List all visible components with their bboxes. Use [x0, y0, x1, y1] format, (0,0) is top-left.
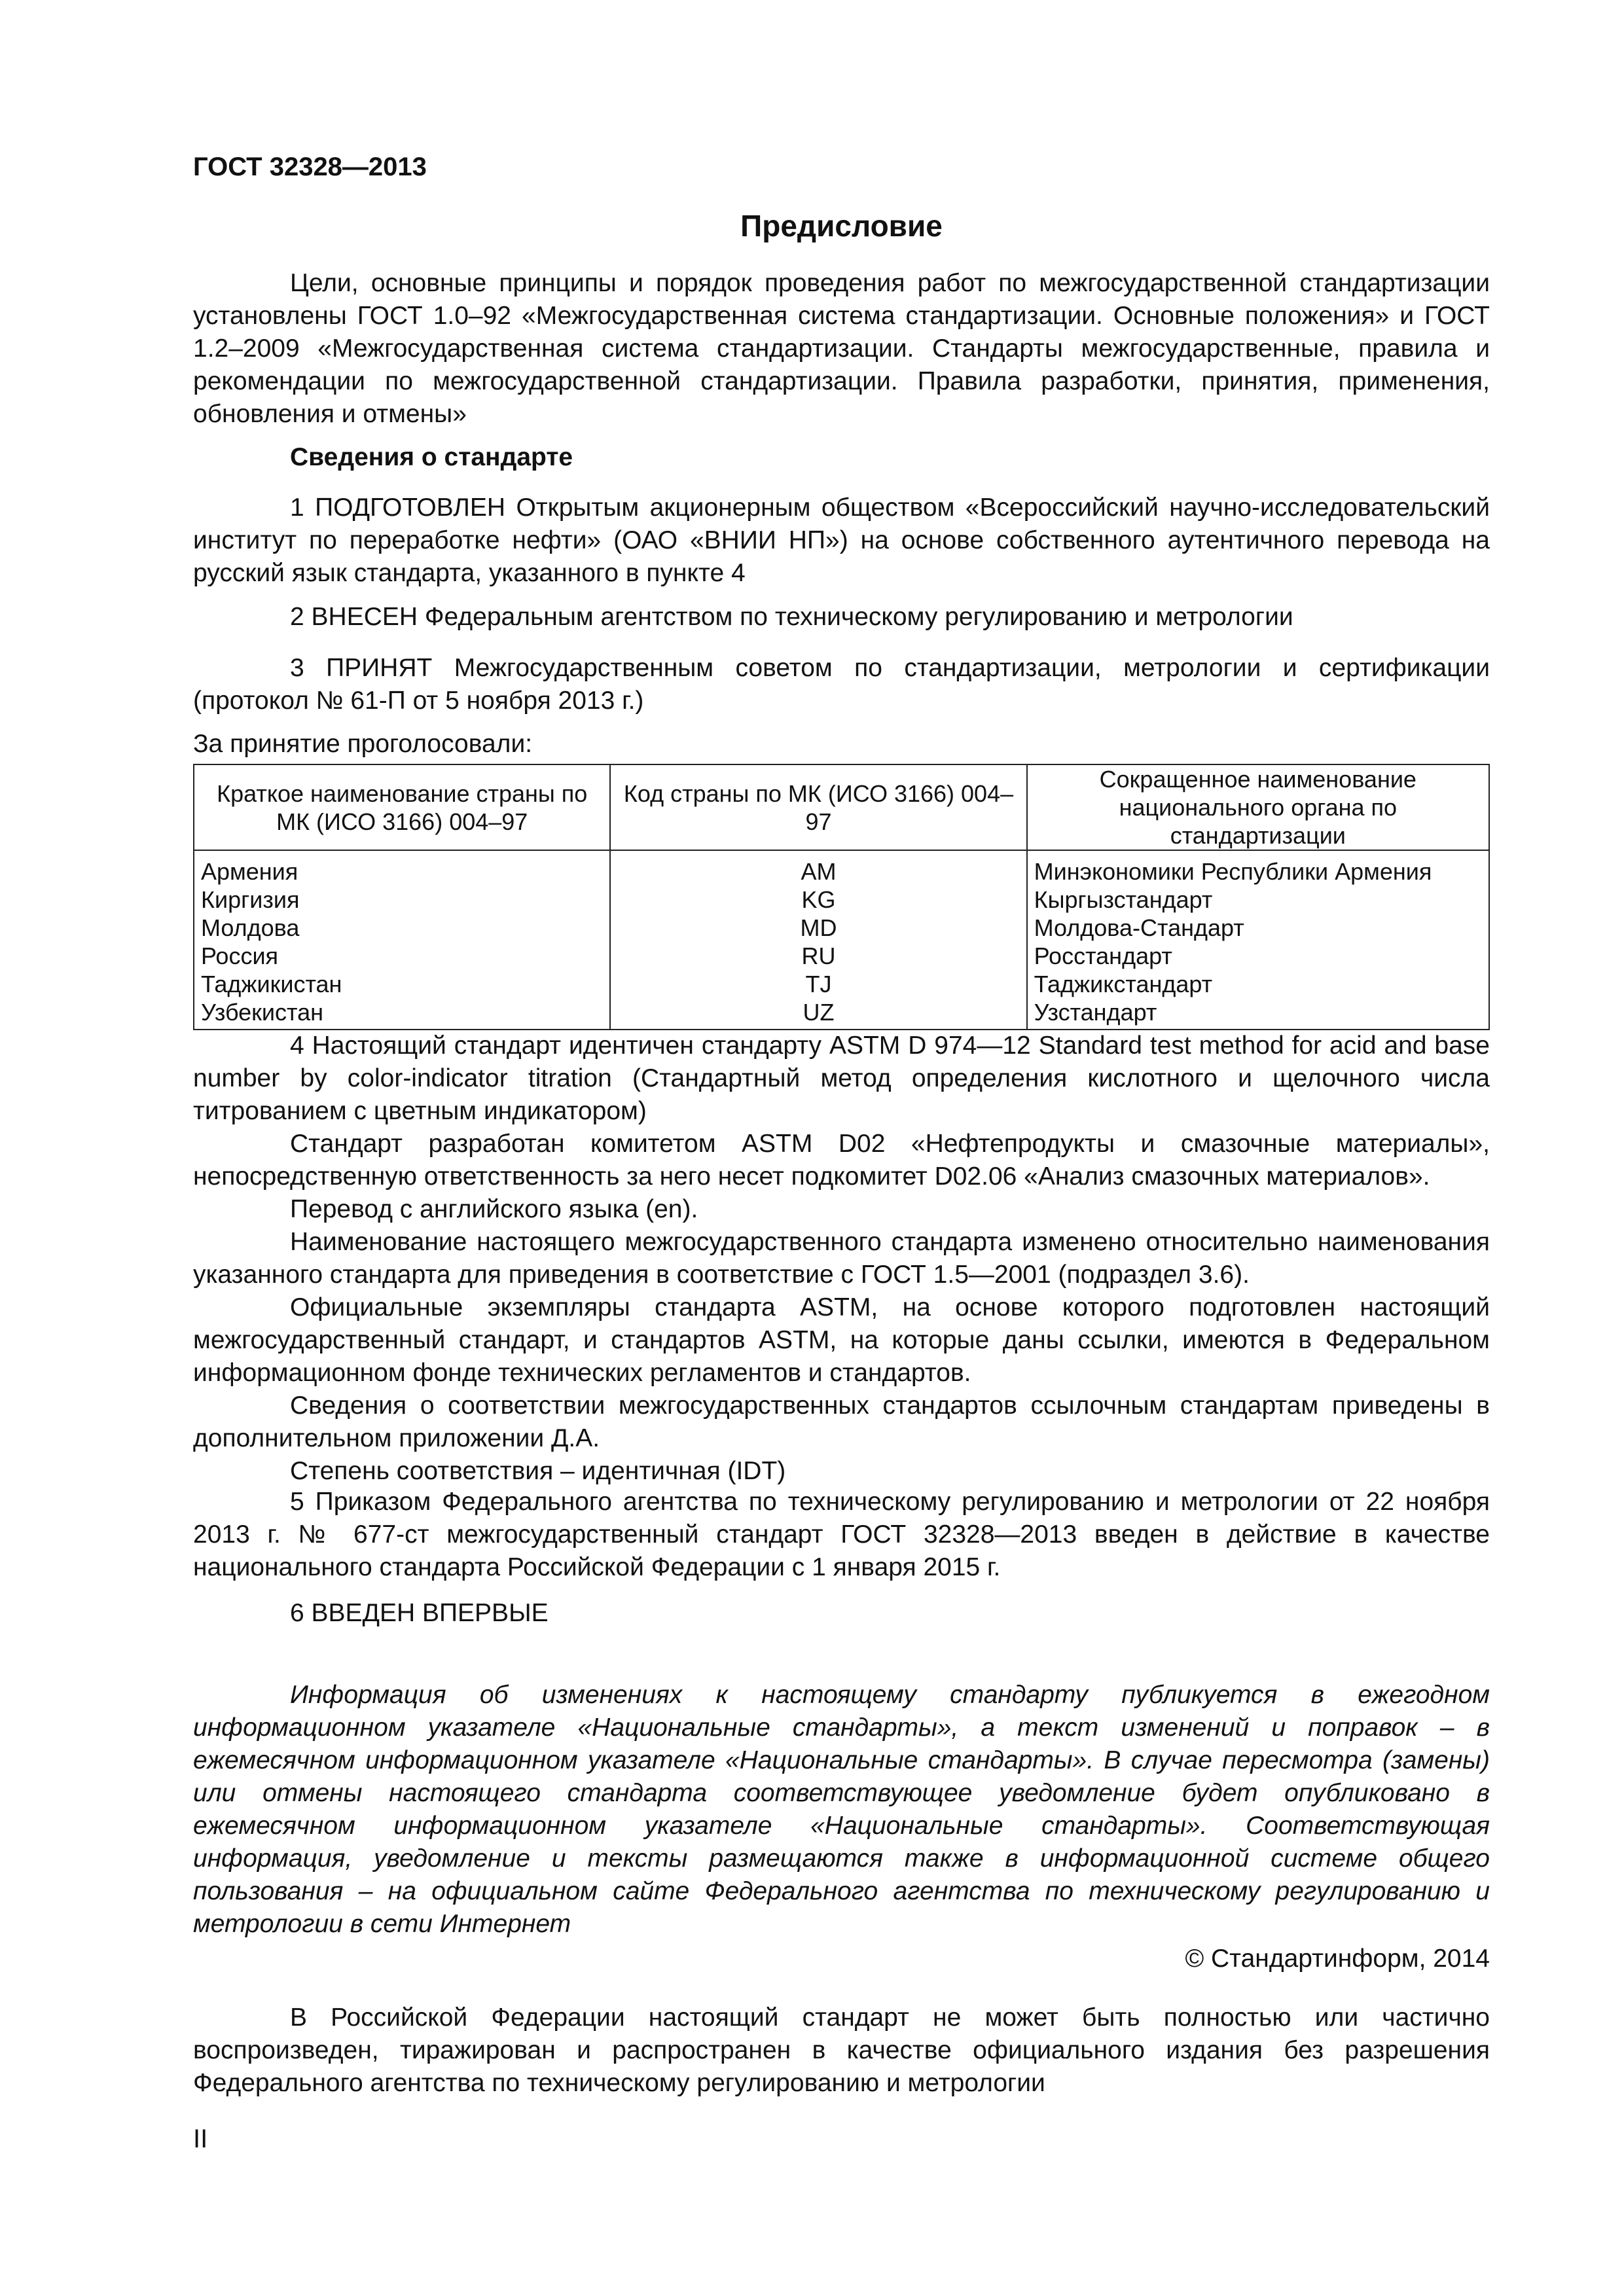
item-3-adopted: 3 ПРИНЯТ Межгосударственным советом по стандартизации, метрологии и сертификации (протокол № 61-П от 5 ноября 2013 г.) — [193, 654, 1490, 715]
table-row — [194, 850, 1489, 886]
copyright: © Стандартинформ, 2014 — [1185, 1945, 1490, 1973]
standards-body-cell: Молдова-Стандарт — [1027, 914, 1489, 942]
country-code-cell: KG — [610, 886, 1026, 914]
section-4 — [193, 1030, 1490, 1488]
info-heading: Сведения о стандарте — [290, 443, 573, 471]
country-name-cell: Таджикистан — [194, 970, 610, 998]
table-header-row — [194, 764, 1489, 850]
country-name-cell: Молдова — [194, 914, 610, 942]
country-name-cell: Киргизия — [194, 886, 610, 914]
intro-paragraph: Цели, основные принципы и порядок проведения работ по межгосударственной стандартизации установлены ГОСТ 1.0–92 «Межгосударственная система стандартизации. Основные положения» и ГОСТ 1.2–2009 «Межгосударственная система стандартизации. Стандарты межгосударственные, правила и рекомендации по межгосударственной стандартизации. Правила разработки, принятия, применения, обновления и отмены» — [193, 269, 1490, 428]
header-standards-body: Сокращенное наименование национального органа по стандартизации — [1027, 764, 1489, 850]
section-4-translation: Перевод с английского языка (en). — [290, 1195, 698, 1223]
table-row — [194, 914, 1489, 942]
section-6-first-introduced: 6 ВВЕДЕН ВПЕРВЫЕ — [290, 1599, 549, 1627]
country-code-cell: AM — [610, 850, 1026, 886]
section-4-compliance-info: Сведения о соответствии межгосударственных стандартов ссылочным стандартам приведены в дополнительном приложении Д.А. — [193, 1391, 1490, 1452]
country-code-cell: MD — [610, 914, 1026, 942]
header-country-code: Код страны по МК (ИСО 3166) 004–97 — [610, 764, 1026, 850]
standards-body-cell: Росстандарт — [1027, 942, 1489, 970]
item-2-introduced: 2 ВНЕСЕН Федеральным агентством по техническому регулированию и метрологии — [290, 603, 1293, 631]
page-number: II — [193, 2125, 208, 2153]
country-code-cell: UZ — [610, 998, 1026, 1030]
standard-code-header: ГОСТ 32328—2013 — [193, 152, 427, 181]
standards-body-cell: Таджикстандарт — [1027, 970, 1489, 998]
item-1-prepared: 1 ПОДГОТОВЛЕН Открытым акционерным обществом «Всероссийский научно-исследовательский институт по переработке нефти» (ОАО «ВНИИ НП») на основе собственного аутентичного перевода на русский язык стандарта, указанного в пункте 4 — [193, 493, 1490, 587]
table-row — [194, 998, 1489, 1030]
country-code-cell: RU — [610, 942, 1026, 970]
table-row — [194, 942, 1489, 970]
section-4-name-change: Наименование настоящего межгосударственного стандарта изменено относительно наименования указанного стандарта для приведения в соответствие с ГОСТ 1.5—2001 (подраздел 3.6). — [193, 1228, 1490, 1289]
section-5-order: 5 Приказом Федерального агентства по техническому регулированию и метрологии от 22 ноября 2013 г. № 677-ст межгосударственный стандарт ГОСТ 32328—2013 введен в действие в качестве национального стандарта Российской Федерации с 1 января 2015 г. — [193, 1488, 1490, 1581]
country-code-cell: TJ — [610, 970, 1026, 998]
voting-countries-table — [193, 764, 1490, 1030]
standards-body-cell: Минэкономики Республики Армения — [1027, 850, 1489, 886]
country-name-cell: Армения — [194, 850, 610, 886]
section-4-identical: 4 Настоящий стандарт идентичен стандарту ASTM D 974—12 Standard test method for acid and base number by color-indicator titration (Стандартный метод определения кислотного и щелочного числа титрованием с цветным индикатором) — [193, 1031, 1490, 1125]
voted-label: За принятие проголосовали: — [193, 730, 533, 758]
country-name-cell: Россия — [194, 942, 610, 970]
section-4-degree: Степень соответствия – идентичная (IDT) — [290, 1457, 786, 1485]
changes-notice: Информация об изменениях к настоящему стандарту публикуется в ежегодном информационном указателе «Национальные стандарты», а текст изменений и поправок – в ежемесячном информационном указателе «Национальные стандарты». В случае пересмотра (замены) или отмены настоящего стандарта соответствующее уведомление будет опубликовано в ежемесячном информационном указателе «Национальные стандарты». Соответствующая информация, уведомление и тексты размещаются также в информационной системе общего пользования – на официальном сайте Федерального агентства по техническому регулированию и метрологии в сети Интернет — [193, 1681, 1490, 1938]
table-row — [194, 886, 1489, 914]
section-4-committee: Стандарт разработан комитетом ASTM D02 «Нефтепродукты и смазочные материалы», непосредственную ответственность за него несет подкомитет D02.06 «Анализ смазочных материалов». — [193, 1130, 1490, 1191]
page-title: Предисловие — [740, 209, 943, 243]
header-country-name: Краткое наименование страны по МК (ИСО 3166) 004–97 — [194, 764, 610, 850]
standards-body-cell: Узстандарт — [1027, 998, 1489, 1030]
legal-notice: В Российской Федерации настоящий стандарт не может быть полностью или частично воспроизведен, тиражирован и распространен в качестве официального издания без разрешения Федерального агентства по техническому регулированию и метрологии — [193, 2003, 1490, 2097]
section-4-official-copies: Официальные экземпляры стандарта ASTM, на основе которого подготовлен настоящий межгосударственный стандарт, и стандартов ASTM, на которые даны ссылки, имеются в Федеральном информационном фонде технических регламентов и стандартов. — [193, 1293, 1490, 1387]
country-name-cell: Узбекистан — [194, 998, 610, 1030]
table-row — [194, 970, 1489, 998]
standards-body-cell: Кыргызстандарт — [1027, 886, 1489, 914]
